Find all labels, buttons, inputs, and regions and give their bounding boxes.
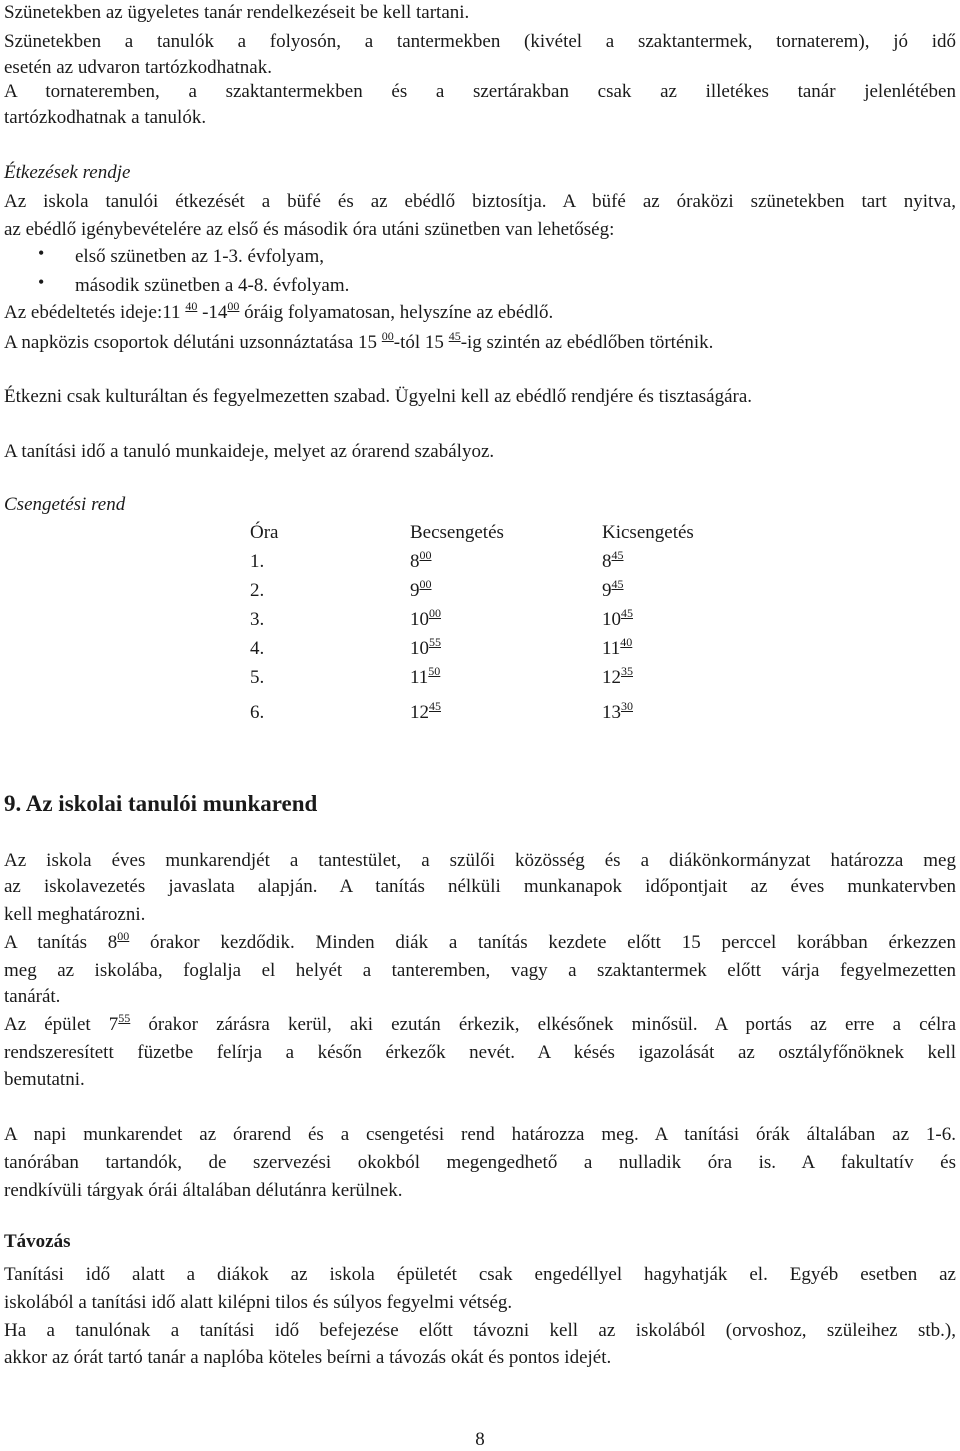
- text-line: az ebédlő igénybevételére az első és második óra utáni szünetben van lehetőség:: [4, 219, 615, 240]
- text-line: A tornateremben, a szaktantermekben és a szertárakban csak az illetékes tanár jelenlétében: [4, 81, 956, 102]
- page-number: 8: [475, 1429, 485, 1450]
- bell-title: Csengetési rend: [4, 494, 126, 515]
- text-line: tartózkodhatnak a tanulók.: [4, 107, 207, 128]
- table-row: 5. $11^{50}$ $12^{35}$: [250, 664, 633, 688]
- table-row: 4. $10^{55}$ $11^{40}$: [250, 635, 633, 659]
- bullet-item: első szünetben az 1-3. évfolyam,: [75, 246, 325, 267]
- text-line: Szünetekben az ügyeletes tanár rendelkezéseit be kell tartani.: [4, 2, 470, 23]
- lunch-time-line: Az ebédeltetés ideje:11 $^{40}$ $-14^{00}$ óráig folyamatosan, helyszíne az ebédlő.: [4, 299, 554, 323]
- start-time-line: A tanítás $8^{00}$ órakor kezdődik. Minden diák a tanítás kezdete előtt 15 perccel korábban érkezzen: [4, 929, 956, 953]
- text-line: akkor az órát tartó tanár a naplóba köteles beírni a távozás okát és pontos idejét.: [4, 1347, 612, 1368]
- text-line: Tanítási idő alatt a diákok az iskola épületét csak engedéllyel hagyhatják el. Egyéb esetben az: [4, 1264, 956, 1285]
- text-line: A napi munkarendet az órarend és a csengetési rend határozza meg. A tanítási órák általában az 1-6.: [4, 1124, 956, 1145]
- text-line: rendszeresített füzetbe felírja a későn érkezők nevét. A késés igazolását az osztályfőnöknek kell: [4, 1042, 956, 1063]
- text-line: Az iskola tanulói étkezését a büfé és az ebédlő biztosítja. A büfé az óraközi szünetekben tart nyitva,: [4, 191, 956, 212]
- table-row: 6. $12^{45}$ $13^{30}$: [250, 699, 633, 723]
- bullet-icon: •: [38, 272, 45, 292]
- text-line: Az iskola éves munkarendjét a tantestület, a szülői közösség és a diákönkormányzat határozza meg: [4, 850, 956, 871]
- departure-title: Távozás: [4, 1231, 71, 1252]
- column-header: Óra: [250, 522, 279, 543]
- bell-schedule-table: [250, 518, 742, 727]
- text-line: Étkezni csak kulturáltan és fegyelmezetten szabad. Ügyelni kell az ebédlő rendjére és tisztaságára.: [4, 386, 753, 407]
- text-line: Ha a tanulónak a tanítási idő befejezése előtt távozni kell az iskolából (orvoshoz, szüleihez stb.),: [4, 1320, 956, 1341]
- text-line: A tanítási idő a tanuló munkaideje, melyet az órarend szabályoz.: [4, 441, 495, 462]
- text-line: kell meghatározni.: [4, 904, 146, 925]
- table-row: 2. $9^{00}$ $9^{45}$: [250, 577, 624, 601]
- column-header: Kicsengetés: [602, 522, 694, 543]
- table-header-row: [250, 518, 742, 547]
- bullet-icon: •: [38, 243, 45, 263]
- table-row: 1. $8^{00}$ $8^{45}$: [250, 548, 624, 572]
- text-line: az iskolavezetés javaslata alapján. A tanítás nélküli munkanapok időpontjait az éves munkatervben: [4, 876, 956, 897]
- column-header: Becsengetés: [410, 522, 504, 543]
- text-line: esetén az udvaron tartózkodhatnak.: [4, 57, 272, 78]
- section-heading: 9. Az iskolai tanulói munkarend: [4, 791, 318, 816]
- closing-time-line: Az épület $7^{55}$ órakor zárásra kerül, aki ezután érkezik, elkésőnek minősül. A portás az erre a célra: [4, 1011, 956, 1035]
- bullet-item: második szünetben a 4-8. évfolyam.: [75, 275, 350, 296]
- text-line: meg az iskolába, foglalja el helyét a tanteremben, vagy a szaktantermek előtt várja fegyelmezetten: [4, 960, 956, 981]
- snack-time-line: A napközis csoportok délutáni uzsonnáztatása 15 $^{00}$-tól 15 $^{45}$-ig szintén az ebédlőben történik.: [4, 329, 714, 353]
- text-line: Szünetekben a tanulók a folyosón, a tantermekben (kivétel a szaktantermek, tornaterem), jó idő: [4, 31, 956, 52]
- table-row: 3. $10^{00}$ $10^{45}$: [250, 606, 633, 630]
- text-line: bemutatni.: [4, 1069, 85, 1090]
- meals-title: Étkezések rendje: [4, 162, 131, 183]
- text-line: iskolából a tanítási idő alatt kilépni tilos és súlyos fegyelmi vétség.: [4, 1292, 513, 1313]
- text-line: tanárát.: [4, 986, 61, 1007]
- text-line: rendkívüli tárgyak órái általában délutánra kerülnek.: [4, 1180, 403, 1201]
- text-line: tanórában tartandók, de szervezési okokból megengedhető a nulladik óra is. A fakultatív és: [4, 1152, 956, 1173]
